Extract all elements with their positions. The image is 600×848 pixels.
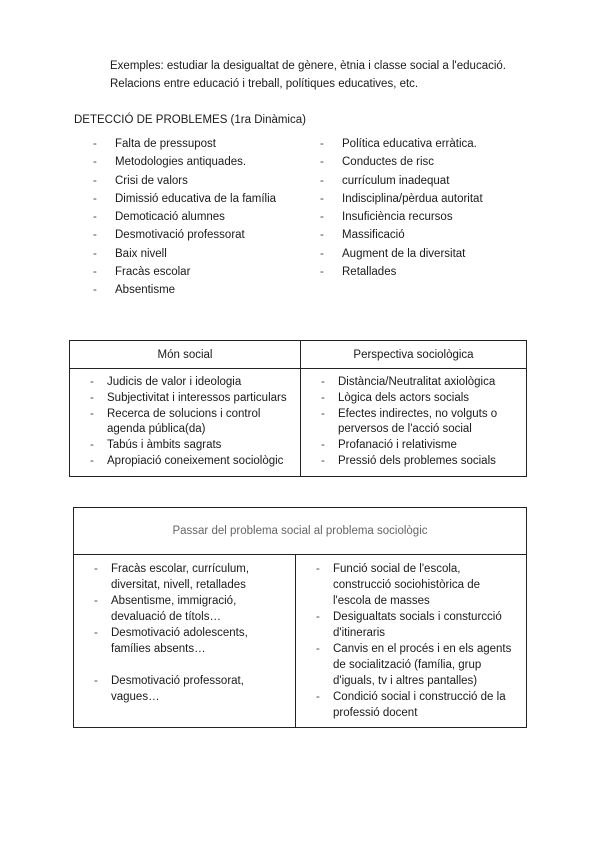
table-cell-sociological-problems [296,555,527,728]
list-item: - Lògica dels actors socials [321,391,520,407]
list-item: - Desmotivació professorat [93,226,276,244]
table-cell-social-world [70,369,301,477]
social-vs-sociological-table [69,340,527,477]
list-item: - Demoticació alumnes [93,208,276,226]
table-header-social-world: Món social [70,341,301,369]
list-item: - Desmotivació professorat, vagues… [94,673,289,705]
list-item: - Falta de pressupost [93,135,276,153]
list-item: - Massificació [320,226,483,244]
list-item: - Desmotivació adolescents, famílies absents… [94,625,289,657]
intro-line-1: Exemples: estudiar la desigualtat de gènere, ètnia i classe social a l'educació. [110,60,506,72]
social-to-sociological-problem-table [73,507,527,728]
list-item: - Efectes indirectes, no volguts o perversos de l'acció social [321,407,520,439]
list-item: - Absentisme, immigració, devaluació de títols… [94,593,289,625]
list-item: - Judicis de valor i ideologia [90,375,294,391]
list-item: - Apropiació coneixement sociològic [90,454,294,470]
list-item: - Pressió dels problemes socials [321,454,520,470]
detection-left-list [93,135,276,300]
table-header-sociological-perspective: Perspectiva sociològica [301,341,527,369]
list-item: - Fracàs escolar [93,263,276,281]
list-item: - Distància/Neutralitat axiològica [321,375,520,391]
list-item: - Canvis en el procés i en els agents de socialització (família, grup d'iguals, tv i altres pantalles) [316,641,520,689]
list-item: - Subjectivitat i interessos particulars [90,391,294,407]
table-cell-social-problems [74,555,296,728]
list-item: - Crisi de valors [93,172,276,190]
list-item: - Augment de la diversitat [320,245,483,263]
list-item: - Desigualtats socials i consturcció d'itineraris [316,609,520,641]
list-item: - Profanació i relativisme [321,438,520,454]
list-item: - Tabús i àmbits sagrats [90,438,294,454]
list-item: - Conductes de risc [320,153,483,171]
list-item: - Metodologies antiquades. [93,153,276,171]
table-cell-sociological-perspective [301,369,527,477]
list-item: - Funció social de l'escola, construcció sociohistòrica de l'escola de masses [316,561,520,609]
list-item: - Insuficiència recursos [320,208,483,226]
list-item: - currículum inadequat [320,172,483,190]
list-item: - Política educativa erràtica. [320,135,483,153]
list-item: - Retallades [320,263,483,281]
list-item: - Indisciplina/pèrdua autoritat [320,190,483,208]
list-item: - Recerca de solucions i control agenda pública(da) [90,407,294,439]
detection-heading: DETECCIÓ DE PROBLEMES (1ra Dinàmica) [74,114,306,126]
list-item: - Absentisme [93,281,276,299]
detection-right-list [320,135,483,281]
table-header-social-to-sociological: Passar del problema social al problema sociològic [74,508,527,555]
list-item: - Condició social i construcció de la professió docent [316,689,520,721]
list-item: - Dimissió educativa de la família [93,190,276,208]
list-item: - Fracàs escolar, currículum, diversitat, nivell, retallades [94,561,289,593]
intro-line-2: Relacions entre educació i treball, polítiques educatives, etc. [110,78,419,90]
list-item: - Baix nivell [93,245,276,263]
